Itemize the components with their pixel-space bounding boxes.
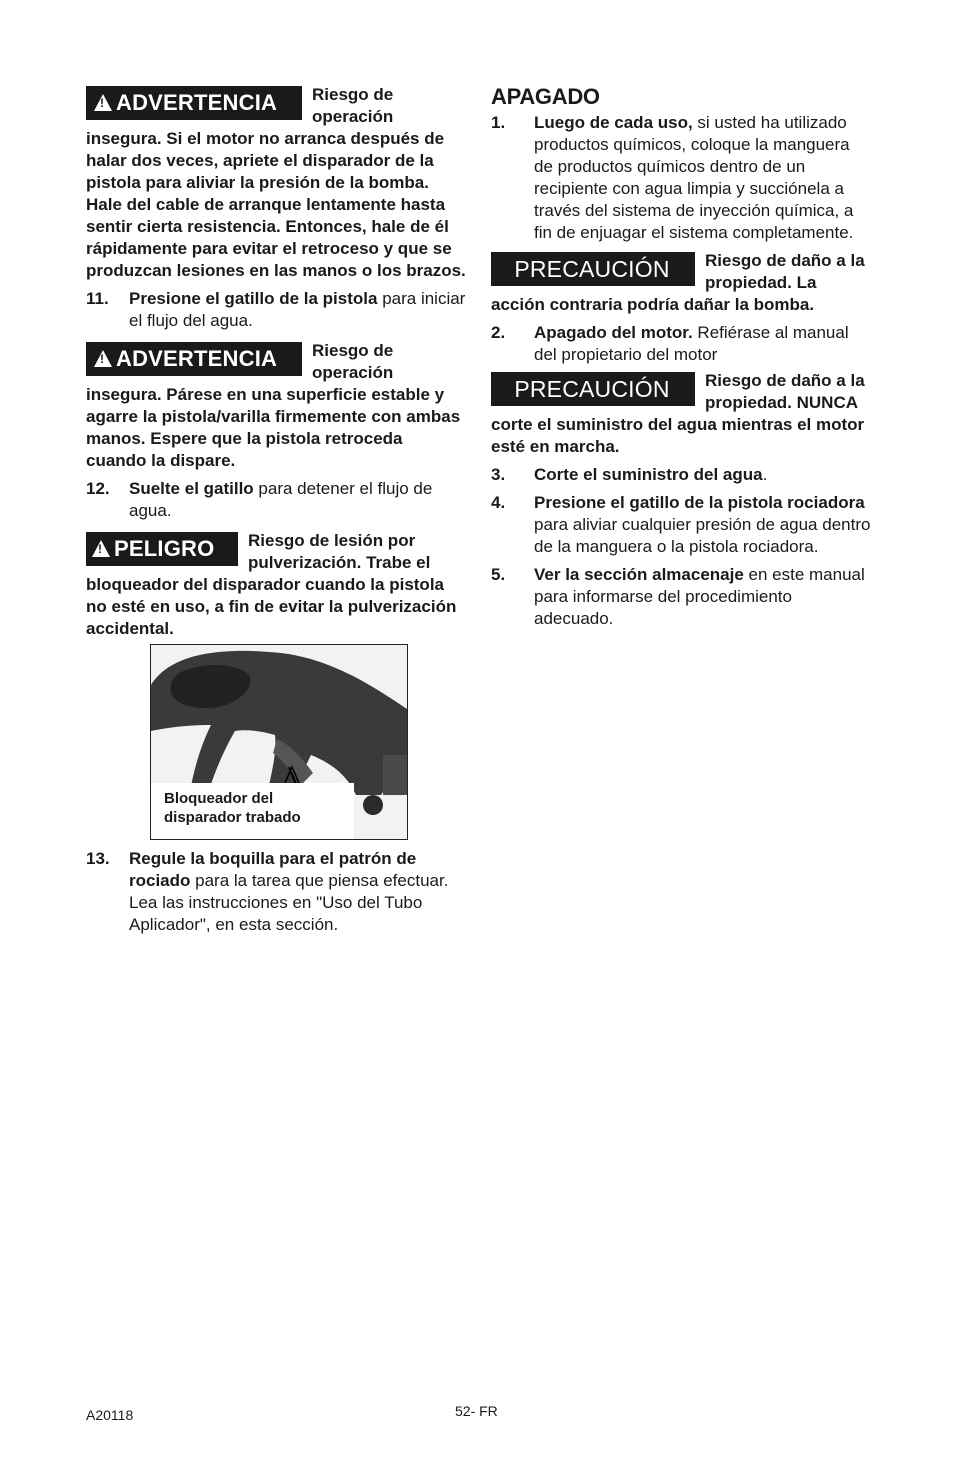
step-number: 4.	[491, 493, 506, 512]
advertencia-badge	[86, 86, 302, 120]
step-bold: Apagado del motor.	[534, 323, 693, 342]
peligro-badge	[86, 532, 238, 566]
step-5	[491, 564, 871, 630]
step-rest: para la tarea que piensa efectuar. Lea las instrucciones en "Uso del Tubo Aplicador", en esta sección.	[129, 871, 449, 934]
warning-notice-1	[86, 84, 466, 282]
step-rest: en este manual para informarse del procedimiento adecuado.	[534, 565, 865, 628]
step-bold: Presione el gatillo de la pistola	[129, 289, 378, 308]
step-bold: Ver la sección almacenaje	[534, 565, 744, 584]
step-text	[534, 492, 871, 558]
left-column	[86, 84, 466, 936]
step-number: 13.	[86, 849, 110, 868]
right-column	[491, 84, 871, 630]
spray-gun-figure	[150, 644, 408, 840]
danger-text: Riesgo de lesión por pulverización. Trabe el bloqueador del disparador cuando la pistola no esté en uso, a fin de evitar la pulverización accidental.	[86, 531, 457, 638]
step-13	[86, 848, 466, 936]
step-text	[534, 464, 871, 486]
step-number: 12.	[86, 479, 110, 498]
step-text	[129, 288, 466, 332]
step-12	[86, 478, 466, 522]
step-rest: para iniciar el flujo del agua.	[129, 289, 466, 330]
step-bold: Luego de cada uso,	[534, 113, 693, 132]
section-heading: APAGADO	[491, 84, 600, 109]
step-11	[86, 288, 466, 332]
badge-label: PELIGRO	[114, 536, 215, 561]
step-3	[491, 464, 871, 486]
badge-label: ADVERTENCIA	[116, 346, 278, 371]
step-rest: para aliviar cualquier presión de agua dentro de la manguera o la pistola rociadora.	[534, 515, 871, 556]
step-2	[491, 322, 871, 366]
step-rest: para detener el flujo de agua.	[129, 479, 433, 520]
warning-text: Riesgo de operación insegura. Párese en una superficie estable y agarre la pistola/varilla firmemente con ambas manos. Espere que la pistola retroceda cuando la dispare.	[86, 341, 461, 470]
step-bold: Presione el gatillo de la pistola rociadora	[534, 493, 865, 512]
caution-notice-2	[491, 370, 871, 458]
warning-triangle-icon	[92, 540, 110, 557]
advertencia-badge	[86, 342, 302, 376]
step-number: 1.	[491, 113, 506, 132]
caution-notice-1	[491, 250, 871, 316]
step-bold: Suelte el gatillo	[129, 479, 254, 498]
warning-text: Riesgo de operación insegura. Si el motor no arranca después de halar dos veces, apriete el disparador de la pistola para aliviar la presión de la bomba. Hale del cable de arranque lentamente hasta sentir cierta resistencia. Entonces, hale de él rápidamente para evitar el retroceso y que se produzcan lesiones en las manos o los brazos.	[86, 85, 466, 280]
page-number: 52- FR	[455, 1403, 498, 1419]
warning-notice-2	[86, 340, 466, 472]
step-bold: Regule la boquilla para el patrón de rociado	[129, 849, 417, 890]
warning-triangle-icon	[94, 350, 112, 367]
step-number: 5.	[491, 565, 506, 584]
caution-text: Riesgo de daño a la propiedad. NUNCA corte el suministro del agua mientras el motor esté en marcha.	[491, 371, 865, 456]
precaucion-badge: PRECAUCIÓN	[491, 372, 695, 406]
step-rest: si usted ha utilizado productos químicos, coloque la manguera de productos químicos dentro de un recipiente con agua limpia y succiónela a través del sistema de inyección química, a fin de enjuagar el sistema completamente.	[534, 113, 854, 242]
step-number: 11.	[86, 289, 109, 308]
step-text	[534, 322, 871, 366]
step-bold: Corte el suministro del agua	[534, 465, 763, 484]
step-text	[129, 848, 466, 936]
step-rest: .	[762, 465, 768, 484]
danger-notice	[86, 530, 466, 640]
step-text	[129, 478, 466, 522]
step-text	[534, 564, 871, 630]
figure-caption: Bloqueador del disparador trabado	[151, 783, 354, 839]
caution-text: Riesgo de daño a la propiedad. La acción contraria podría dañar la bomba.	[491, 251, 865, 314]
step-rest: Refiérase al manual del propietario del motor	[534, 323, 849, 364]
document-code: A20118	[86, 1407, 134, 1423]
step-1	[491, 112, 871, 244]
precaucion-badge: PRECAUCIÓN	[491, 252, 695, 286]
step-4	[491, 492, 871, 558]
warning-triangle-icon	[94, 94, 112, 111]
badge-label: ADVERTENCIA	[116, 90, 278, 115]
step-number: 3.	[491, 465, 506, 484]
step-number: 2.	[491, 323, 506, 342]
step-text	[534, 112, 871, 244]
